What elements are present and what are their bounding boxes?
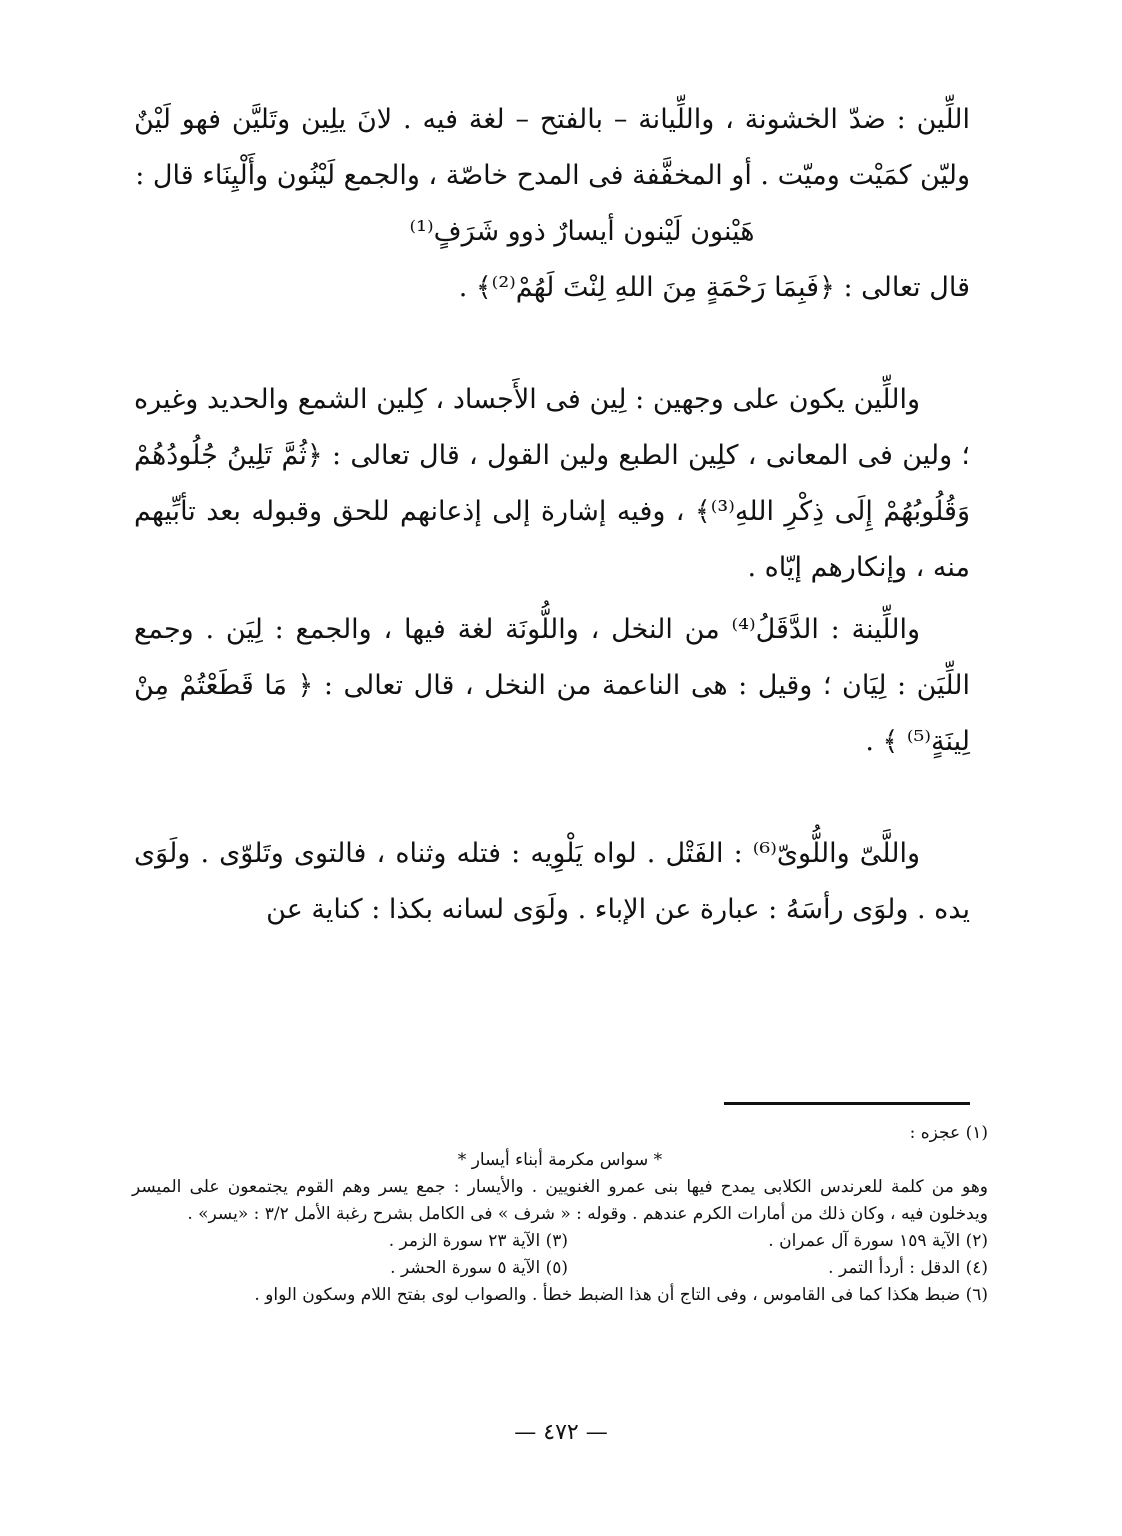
footnote-1-label: (١) عجزه :: [909, 1123, 988, 1143]
footnote-4: (٤) الدقل : أردأ التمر .: [828, 1258, 988, 1278]
paragraph-lay: واللَّىّ واللُّوىّ⁽⁶⁾ : الفَتْل . لواه يَلْوِيه : فتله وثناه ، فالتوى وتَلوّى . ولَوَى يده . ولوَى رأسَهُ : عبارة عن الإباء . ولَوَى لسانه بكذا : كناية عن: [134, 838, 970, 925]
footnotes: [132, 1120, 988, 1309]
paragraph-lina: واللِّينة : الدَّقَلُ⁽⁴⁾ من النخل ، واللُّونَة لغة فيها ، والجمع : لِيَن . وجمع اللِّيَن : لِيَان ؛ وقيل : هى الناعمة من النخل ، قال تعالى : ﴿ مَا قَطَعْتُمْ مِنْ لِينَةٍ⁽⁵⁾ ﴾ .: [134, 614, 970, 757]
verse-line: هَيْنون لَيْنون أيسارٌ ذوو شَرَفٍ⁽¹⁾: [409, 216, 755, 247]
paragraph-lin: اللِّين : ضدّ الخشونة ، واللِّيانة – بالفتح – لغة فيه . لانَ يلِين وتَليَّن فهو لَيْنٌ وليّن كمَيْت وميّت . أو المخفَّفة فى المدح خاصّة ، والجمع لَيْنُون وأَلْيِنَاء قال :: [134, 104, 970, 191]
spacer: [134, 770, 970, 826]
footnote-1-text: وهو من كلمة للعرندس الكلابى يمدح فيها بنى عمرو الغنويين . والأيسار : جمع يسر وهم القوم يجتمعون على الميسر ويدخلون فيه ، وكان ذلك من أمارات الكرم عندهم . وقوله : « شرف » فى الكامل بشرح رغبة الأمل ٣/٢ : «يسر» .: [132, 1177, 988, 1224]
footnote-3: (٣) الآية ٢٣ سورة الزمر .: [388, 1231, 568, 1251]
footnote-row: [132, 1228, 988, 1255]
quran-quote-line: قال تعالى : ﴿فَبِمَا رَحْمَةٍ مِنَ اللهِ لِنْتَ لَهُمْ⁽²⁾﴾ .: [458, 272, 970, 303]
footnote-row: [132, 1255, 988, 1282]
footnote-5: (٥) الآية ٥ سورة الحشر .: [390, 1258, 568, 1278]
footnote-2: (٢) الآية ١٥٩ سورة آل عمران .: [768, 1231, 988, 1251]
footnote-1-verse: * سواس مكرمة أبناء أيسار *: [457, 1150, 663, 1170]
main-text: [134, 92, 970, 938]
paragraph-two-meanings: واللِّين يكون على وجهين : لِين فى الأَجساد ، كِلين الشمع والحديد وغيره ؛ ولين فى المعانى ، كلِين الطبع ولين القول ، قال تعالى : ﴿ثُمَّ تَلِينُ جُلُودُهُمْ وَقُلُوبُهُمْ إِلَى ذِكْرِ اللهِ⁽³⁾﴾ ، وفيه إشارة إلى إذعانهم للحق وقبوله بعد تأبِّيهم منه ، وإنكارهم إيّاه .: [134, 384, 970, 583]
footnote-6: (٦) ضبط هكذا كما فى القاموس ، وفى التاج أن هذا الضبط خطأ . والصواب لوى بفتح اللام وسكون الواو .: [254, 1285, 988, 1305]
spacer: [134, 316, 970, 372]
footnote-divider: [724, 1102, 970, 1105]
page-number: — ٤٧٢ —: [514, 1420, 608, 1445]
